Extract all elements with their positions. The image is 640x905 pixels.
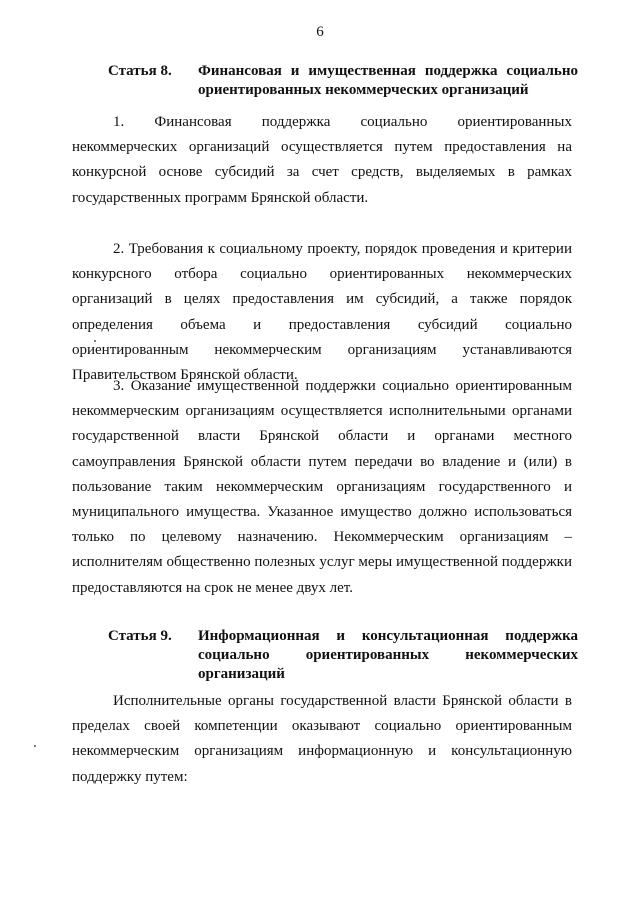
article-8-paragraph-1: 1. Финансовая поддержка социально ориентированных некоммерческих организаций осуществляется путем предоставления на конкурсной основе субсидий за счет средств, выделяемых в рамках государственных программ Брянской области. (72, 114, 572, 206)
page-number: 6 (316, 24, 324, 40)
article-8-label: Статья 8. (108, 63, 172, 79)
article-8-paragraph-3: 3. Оказание имущественной поддержки социально ориентированным некоммерческим организациям осуществляется исполнительными органами государственной власти Брянской области и органами местного самоуправления Брянской области путем передачи во владение и (или) в пользование таким некоммерческим организациям государственного и муниципального имущества. Указанное имущество должно использоваться только по целевому назначению. Некоммерческим организациям – исполнителям общественно полезных услуг меры имущественной поддержки предоставляются на срок не менее двух лет. (72, 378, 572, 596)
scan-artifact (34, 745, 36, 747)
article-9-paragraph-1: Исполнительные органы государственной власти Брянской области в пределах своей компетенции оказывают социально ориентированным некоммерческим организациям информационную и консультационную поддержку путем: (72, 693, 572, 785)
article-8-title: Финансовая и имущественная поддержка социально ориентированных некоммерческих организаций (198, 63, 578, 98)
article-8-paragraph-2: 2. Требования к социальному проекту, порядок проведения и критерии конкурсного отбора социально ориентированных некоммерческих организаций в целях предоставления им субсидий, а также порядок определения объема и предоставления субсидий социально ориентированным некоммерческим организациям устанавливаются Правительством Брянской области. (72, 241, 572, 384)
article-9-title: Информационная и консультационная поддержка социально ориентированных некоммерческих организаций (198, 628, 578, 682)
scan-artifact (94, 340, 96, 342)
article-8-heading (108, 62, 578, 100)
article-9-label: Статья 9. (108, 628, 172, 644)
article-9-heading (108, 627, 578, 684)
